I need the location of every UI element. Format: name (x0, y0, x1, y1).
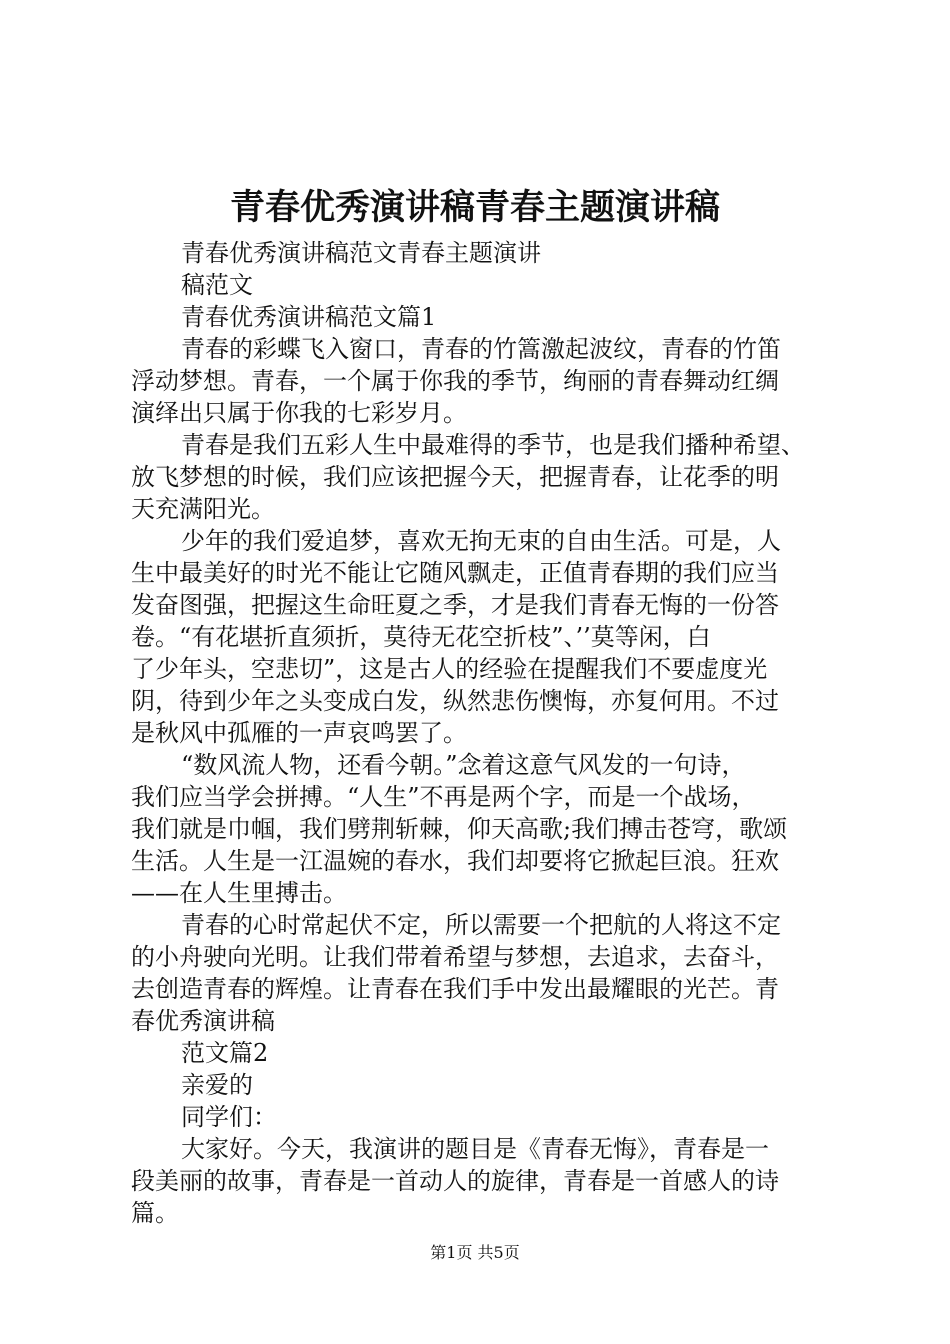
text-line: 生活。人生是一江温婉的春水，我们却要将它掀起巨浪。狂欢 (131, 847, 779, 875)
text-line: 范文篇2 (181, 1039, 269, 1067)
text-line: 青春优秀演讲稿范文篇1 (181, 303, 437, 331)
text-line: 青春优秀演讲稿范文青春主题演讲 (181, 239, 541, 267)
page-footer: 第1页 共5页 (430, 1243, 520, 1262)
text-line: 发奋图强，把握这生命旺夏之季，才是我们青春无悔的一份答 (131, 591, 779, 619)
text-line: 了少年头，空悲切”，这是古人的经验在提醒我们不要虚度光 (131, 655, 768, 683)
paragraph-1 (131, 333, 831, 429)
section-heading-2 (131, 1037, 831, 1069)
paragraph-5 (131, 909, 831, 1037)
text-line: 少年的我们爱追梦，喜欢无拘无束的自由生活。可是，人 (181, 527, 781, 555)
text-line: 放飞梦想的时候，我们应该把握今天，把握青春，让花季的明 (131, 463, 779, 491)
text-line: 是秋风中孤雁的一声哀鸣罢了。 (131, 719, 467, 747)
text-line: 我们应当学会拼搏。“人生”不再是两个字，而是一个战场， (131, 783, 756, 811)
text-line: 天充满阳光。 (131, 495, 275, 523)
paragraph-6 (131, 1133, 831, 1229)
text-line: 的小舟驶向光明。让我们带着希望与梦想，去追求，去奋斗， (131, 943, 779, 971)
text-line: 演绎出只属于你我的七彩岁月。 (131, 399, 467, 427)
text-line: 去创造青春的辉煌。让青春在我们手中发出最耀眼的光芒。青 (131, 975, 779, 1003)
subtitle (131, 237, 831, 301)
text-line: 春优秀演讲稿 (131, 1007, 275, 1035)
section-heading-1 (131, 301, 831, 333)
document-body (131, 237, 831, 1229)
text-line: 亲爱的 (181, 1071, 253, 1099)
text-line: 青春的心时常起伏不定，所以需要一个把航的人将这不定 (181, 911, 781, 939)
text-line: 阴，待到少年之头变成白发，纵然悲伤懊悔，亦复何用。不过 (131, 687, 779, 715)
text-line: “数风流人物，还看今朝。”念着这意气风发的一句诗， (181, 751, 746, 779)
text-line: 青春的彩蝶飞入窗口，青春的竹篙激起波纹，青春的竹笛 (181, 335, 781, 363)
text-line: 段美丽的故事，青春是一首动人的旋律，青春是一首感人的诗 (131, 1167, 779, 1195)
paragraph-3 (131, 525, 831, 749)
text-line: 大家好。今天，我演讲的题目是《青春无悔》，青春是一 (181, 1135, 769, 1163)
text-line: 青春是我们五彩人生中最难得的季节，也是我们播种希望、 (181, 431, 805, 459)
text-line: 卷。“有花堪折直须折，莫待无花空折枝”、’’莫等闲，白 (131, 623, 711, 651)
text-line: ——在人生里搏击。 (131, 879, 347, 907)
text-line: 稿范文 (181, 271, 253, 299)
text-line: 篇。 (131, 1199, 179, 1227)
document-title: 青春优秀演讲稿青春主题演讲稿 (229, 187, 720, 228)
paragraph-4 (131, 749, 831, 909)
text-line: 同学们： (181, 1103, 277, 1131)
salutation-2 (131, 1101, 831, 1133)
text-line: 生中最美好的时光不能让它随风飘走，正值青春期的我们应当 (131, 559, 779, 587)
salutation-1 (131, 1069, 831, 1101)
paragraph-2 (131, 429, 831, 525)
text-line: 浮动梦想。青春，一个属于你我的季节，绚丽的青春舞动红绸 (131, 367, 779, 395)
text-line: 我们就是巾帼，我们劈荆斩棘，仰天高歌;我们搏击苍穹，歌颂 (131, 815, 788, 843)
